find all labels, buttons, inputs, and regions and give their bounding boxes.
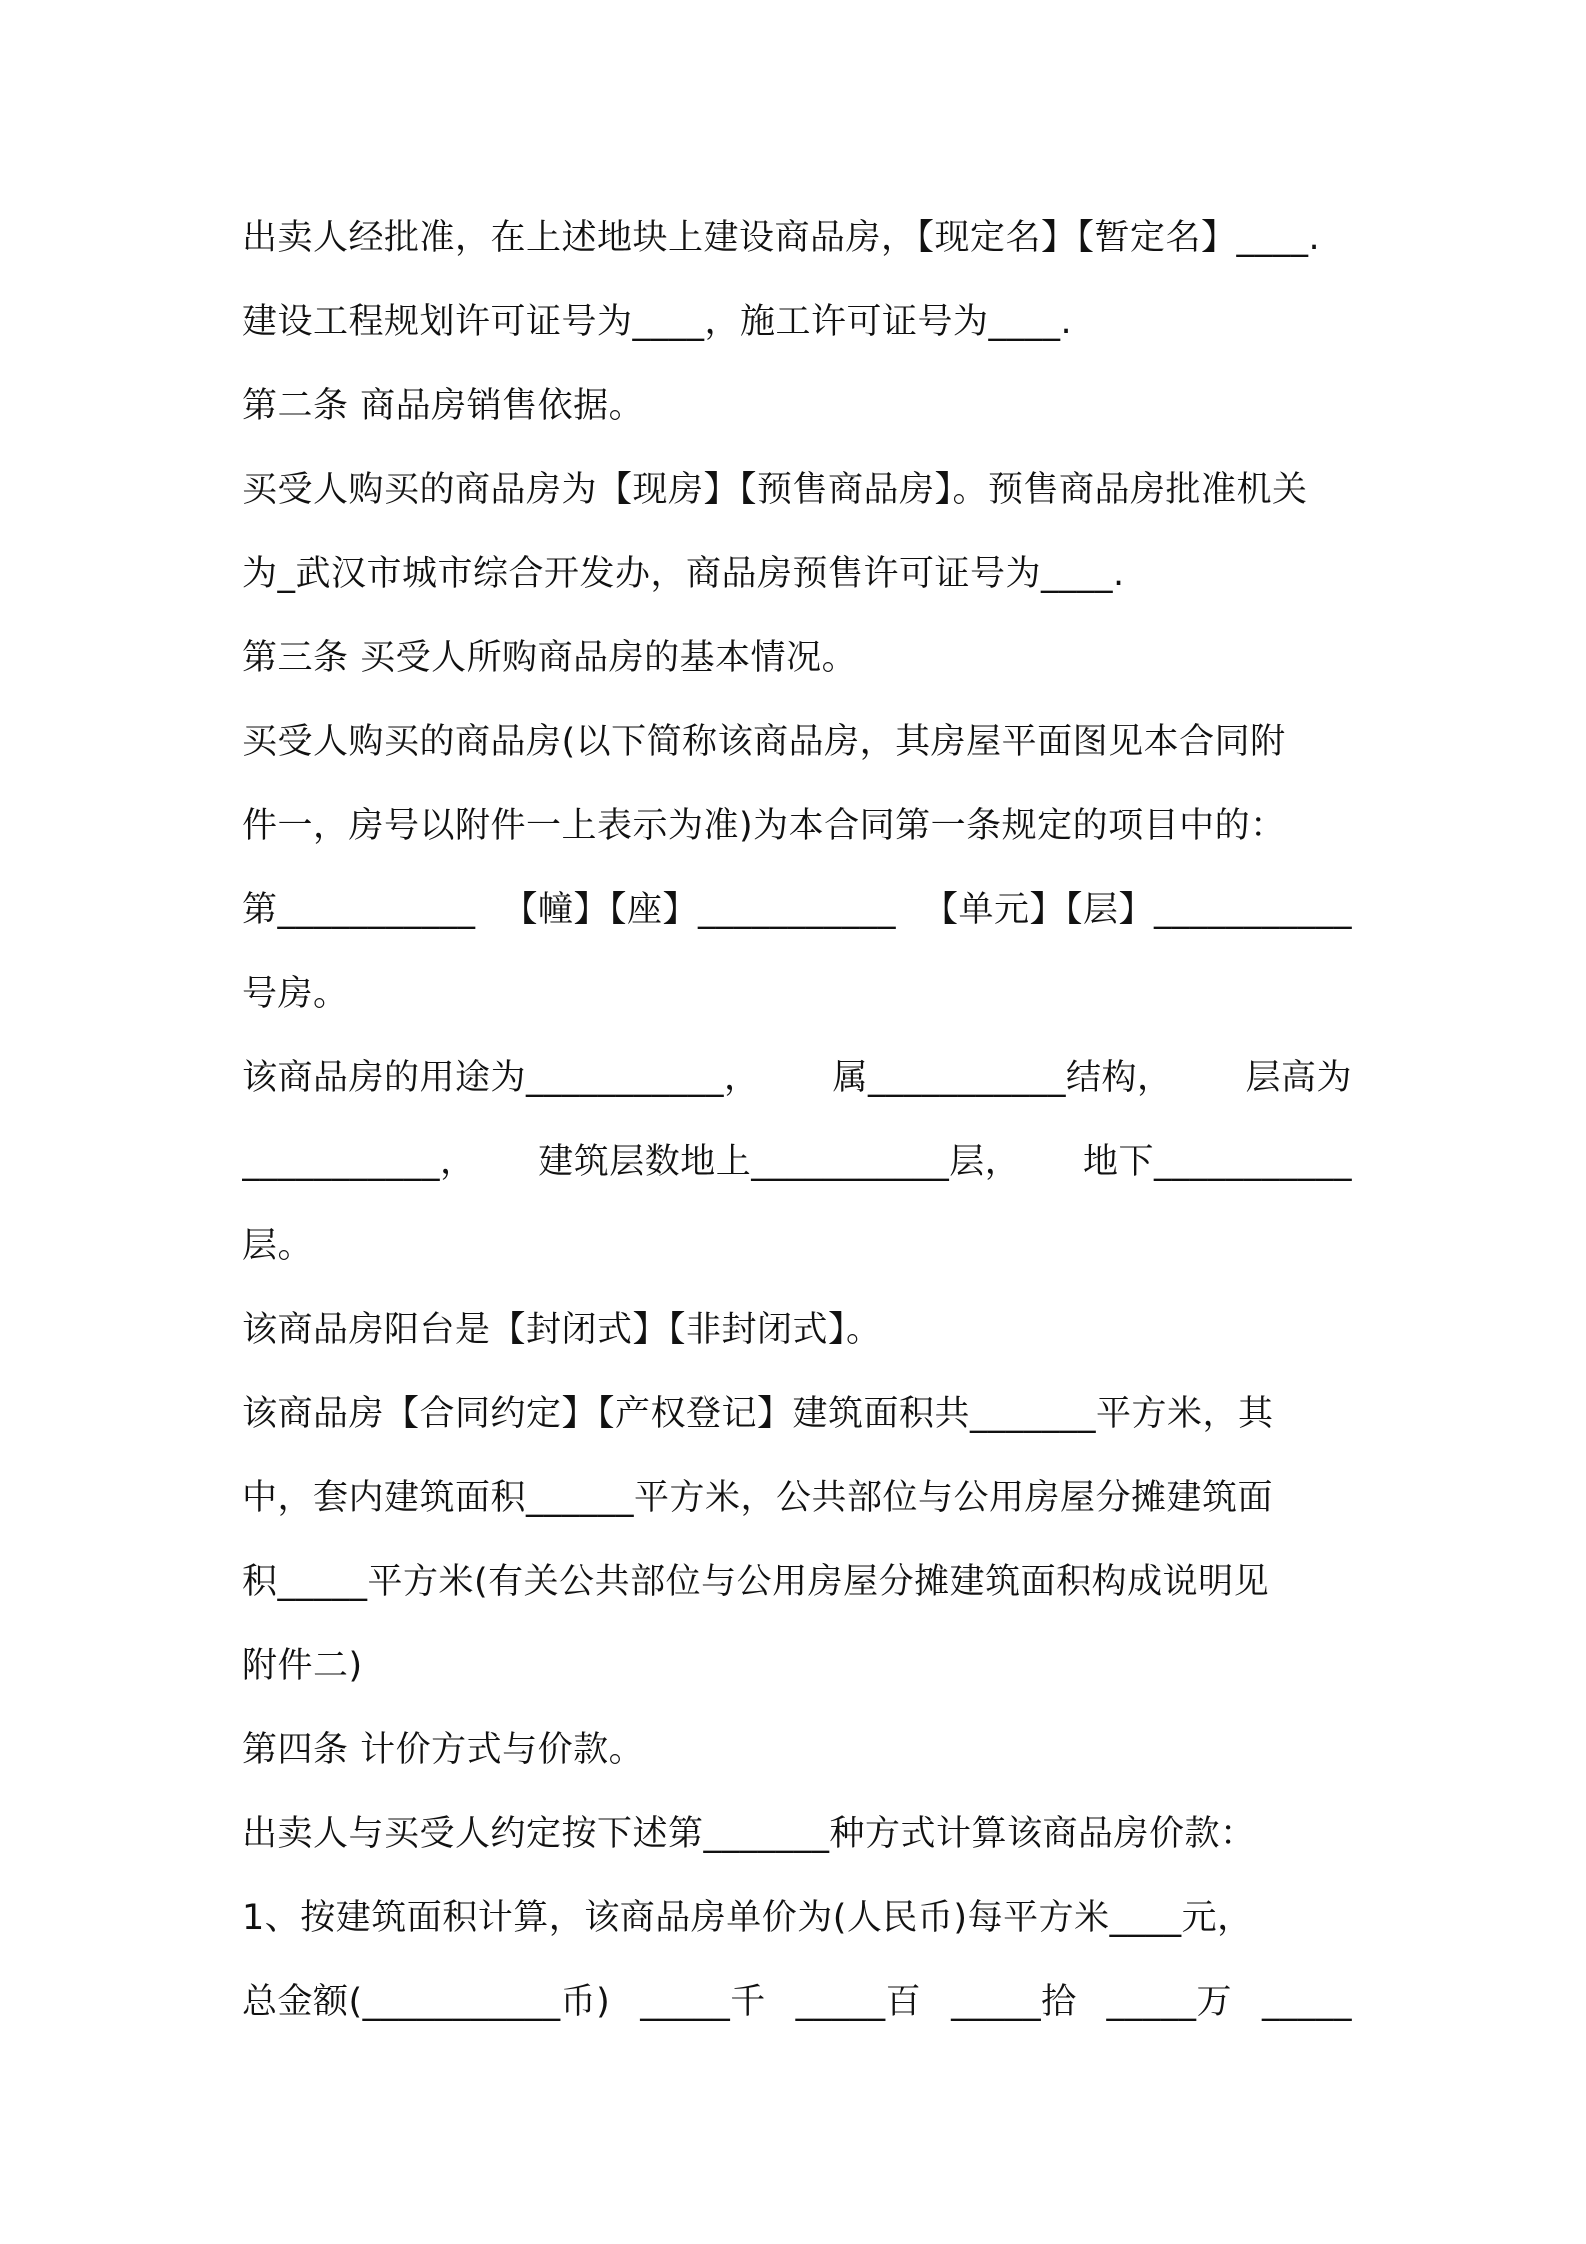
area-line-1: 该商品房【合同约定】【产权登记】建筑面积共_______平方米，其 [242,1394,1274,1434]
hundred-blank: _____百 [795,1982,922,2022]
balcony-line: 该商品房阳台是【封闭式】【非封闭式】。 [242,1310,882,1350]
pricing-method-line: 出卖人与买受人约定按下述第_______种方式计算该商品房价款： [242,1814,1256,1854]
paragraph-line-13: 层。 [242,1226,314,1266]
unit-price-line: 1、按建筑面积计算，该商品房单价为(人民币)每平方米____元， [242,1898,1253,1938]
building-blank: 第___________ [242,890,476,930]
floor-height-label: 层高为 [1245,1058,1352,1098]
article-2-heading: 第二条 商品房销售依据。 [242,386,645,426]
paragraph-line-5: 为_武汉市城市综合开发办，商品房预售许可证号为____. [242,554,1125,594]
paragraph-line-7: 买受人购买的商品房(以下简称该商品房，其房屋平面图见本合同附 [242,722,1286,762]
floor-height-blank: ___________， [242,1142,476,1182]
usage-blank: 该商品房的用途为___________， [242,1058,760,1098]
article-4-heading: 第四条 计价方式与价款。 [242,1730,645,1770]
paragraph-line-1: 出卖人经批准，在上述地块上建设商品房，【现定名】【暂定名】____. [242,218,1321,258]
ten-blank: _____拾 [951,1982,1077,2022]
trailing-blank: _____ [1261,1982,1352,2022]
area-line-2: 中，套内建筑面积______平方米，公共部位与公用房屋分摊建筑面 [242,1478,1274,1518]
floors-below-blank: 地下___________ [1082,1142,1352,1182]
unit-blank: 【幢】【座】___________ [502,890,896,930]
currency-blank: 总金额(___________币) [242,1982,611,2022]
thousand-blank: _____千 [640,1982,766,2022]
area-line-3: 积_____平方米(有关公共部位与公用房屋分摊建筑面积构成说明见 [242,1562,1270,1602]
structure-blank: 属___________结构， [832,1058,1173,1098]
room-number-line [242,868,1352,952]
total-amount-line [242,1960,1352,2044]
area-line-4: 附件二) [242,1646,363,1686]
article-3-heading: 第三条 买受人所购商品房的基本情况。 [242,638,858,678]
floor-blank: 【单元】【层】___________ [922,890,1352,930]
floors-line [242,1120,1352,1204]
floors-above-blank: 建筑层数地上___________层， [538,1142,1021,1182]
contract-body [242,196,1352,2044]
usage-structure-line [242,1036,1352,1120]
paragraph-line-8: 件一，房号以附件一上表示为准)为本合同第一条规定的项目中的： [242,806,1286,846]
paragraph-line-2: 建设工程规划许可证号为____，施工许可证号为____. [242,302,1073,342]
paragraph-line-4: 买受人购买的商品房为【现房】【预售商品房】。预售商品房批准机关 [242,470,1308,510]
ten-thousand-blank: _____万 [1106,1982,1233,2022]
paragraph-line-10: 号房。 [242,974,349,1014]
